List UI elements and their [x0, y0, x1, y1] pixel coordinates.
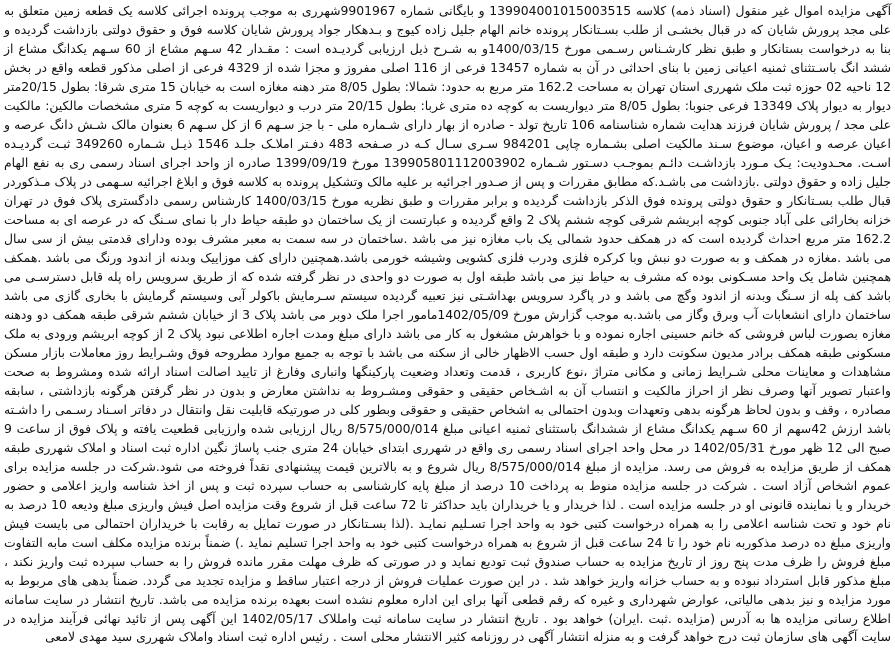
- notice-body: آگهی مزایده اموال غیر منقول (اسناد ذمه) کلاسه 139904001015003515 و بایگانی شماره 9901967شهرری به موجب پرونده اجرائی کلاسه یک قطعه زمین متعلق به علی مجد پرورش شایان که در قبال بخشـی از طلب بسـتانکار پرونده خانم الهام جلیل زاده کیوج و بـدهکار جواد پرورش شایان کلاسه فوق و حقوق دولتی بازداشت گردیده و بنا به درخواست بستانکار و طبق نظر کارشـناس رسـمی مورخ 1400/03/15و به شـرح ذیل ارزیابی گردیـده است : مقـدار 42 سـهم مشاع از 60 سـهم یکدانگ مشاع از ششد انگ باسـتثنای ثمنیه اعیانی زمین با بنای احداثی در آن به شماره 13457 فرعی از 116 اصلی مفروز و مجزا شده از 4329 فرعی از اصلی مذکور قطعه واقع در بخش 12 ناحیه 02 حوزه ثبت ملک شهرری استان تهران به مساحت 162.2 متر مربع به حدود: شمالا: بطول 8/05 متر دهنه مغازه است به خیابان 15 متری شرقا: بطول 20/15متر دیوار به دیوار پلاک 13349 فرعی جنوبا: بطول 8/05 متر دیواریست به کوچه ده متری غربا: بطول 20/15 متر درب و دیواریست به کوچه 5 متری مشخصات مالکین: مالکیت علی مجد / پرورش شایان فرزند هدایت شماره شناسنامه 106 تاریخ تولد - صادره از بهار دارای شـماره ملی - با جز سـهم 6 از کل سـهم 6 بعنوان مالک شـش دانگ عرصه و اعیان عرصه و اعیان، موضوع سـند مالکیت اصلی بشـماره چاپی 984201 سـری سـال کـه در صـفحه 483 دفـتر املاـک جلـد 1546 ذیـل شـماره 349260 ثبـت گردیـده اسـت. محـدودیت: یـک مـورد بازداشـت دائـم بموجـب دسـتور شـماره 139905801112003902 مورخ 1399/09/19 صادره از واحد اجرای اسناد رسمی ری به نفع الهام جلیل زاده و حقوق دولتی .بازداشت می باشـد.که مطابق مقررات و پس از صـدور اجرائیه بر علیه مالک وتشکیل پرونده به کلاسه فوق و ابلاغ اجرائیه سـهمی در پلاک مـذکوردر قبال طلب بسـتانکار و حقوق دولتی پرونده فوق الذکر بازداشت گردیده و برابر مقررات و طبق نظریه مورخ 1400/03/15 کارشناس رسمی دادگستری پلاک فوق در تهران خزانه بخارائی علی آباد جنوبی کوچه ابریشم شرقی کوچه ششم پلاک 2 واقع گردیده و عبارتست از یک ساختمان دو طبقه حیاط دار با نمای سـنگ که در عرصه ای به مساحت 162.2 متر مربع احداث گردیده است که در همکف حدود شمالی یک باب مغازه نیز می باشد .ساختمان در سه سمت به معبر مشرف بوده ودارای قدمتی بیش از سی سال می باشد .مغازه در همکف و به صورت دو نبش وبا کرکره فلزی ودرب فلزی کشویی وشیشه خورمی باشد.همچنین دارای کف موزاییک وبدنه از اندود ورنگ می باشد .همکف همچنین شامل یک واحد مسـکونی بوده که مشرف به حیاط نیز می باشد طبقه اول به صورت دو واحدی در نظر گرفته شده که از طریق سرویس راه پله قابل دسترسـی می باشد کف پله از سـنگ وبدنه از اندود وگچ می باشد و در پاگرد سرویس بهداشـتی نیز تعبیه گردیده سیستم سـرمایش باکولر آبی وسیستم گرمایش با بخاری گازی می باشد ساختمان دارای انشعابات آب وبرق وگاز می باشد.به موجب گزارش مورخ 1402/05/09مامور اجرا ملک دوبر می باشد پلاک 3 از خیابان ششم شرقی طبقه همکف دو ودهنه مغازه بصورت لباس فروشی که خانم حسینی اجاره نموده و با خواهرش مشغول به کار می باشد دارای مبلغ ومدت اجاره اطلاعی نبود پلاک 2 از کوچه ابریشم ورودی به ملک مسکونی طبقه همکف برادر مدیون سکونت دارد و طبقه اول حسب الاظهار خالی از سکنه می باشد با توجه به جمیع موارد مطروحه فوق وشـرایط روز معاملات بازار مسکن مشاهدات و معاینات محلی شـرایط زمانی و مکانی متراژ ،نوع کاربری ، قدمت وتعداد وضعیت پارکینگها وانباری وفارغ از تایید اصالت اسناد ارائه شده ومشروط به صحت واعتبار تصویر آنها وصرف نظر از احراز مالکیت و انتساب آن به اشـخاص حقیقی و حقوقی ومشـروط به نداشتن معارض و بدون در نظر گرفتن هرگونه بازداشتی ، سابقه مصادره ، وقف و بدون لحاظ هرگونه بدهی وتعهدات وبدون احتمالی به اشخاص حقیقی و حقوقی وبطور کلی در صورتیکه قابلیت نقل وانتقال در دفاتر اسـناد رسـمی را داشـته باشد ارزش 42سهم از 60 سـهم یکدانگ مشاع از ششدانگ باستثنای ثمنیه اعیانی مبلغ 8/575/000/014 ریال ارزیابی شده وارزیابی قطعیت یافته و پلاک فوق از ساعت 9 صبح الی 12 ظهر مورخ 1402/05/31 در محل واحد اجرای اسناد رسمی ری واقع در شهرری ابتدای خیابان 24 متری جنب پاساژ نگین اداره ثبت اسناد و املاک شهرری طبقه همکف از طریق مزایده به فروش می رسد. مزایده از مبلغ 8/575/000/014 ریال شروع و به بالاترین قیمت پیشنهادی نقداً فروخته می شود.شرکت در جلسه مزایده برای عموم اشخاص آزاد است . شرکت در جلسه مزایده منوط به پرداخت 10 درصد از مبلغ پایه کارشناسی به حساب سپرده ثبت و پس از اخذ شناسه واریز اعلامی و حضور خریدار و یا نماینده قانونی او در جلسه مزایده است . لذا خریدار و یا خریداران باید حداکثر تا 72 ساعت قبل از شروع وقت مزایده اصل فیش واریزی مبلغ ودیعه 10 درصد به نام خود و تحت شناسه اعلامی را به همراه درخواست کتبی خود به واحد اجرا تسـلیم نمایـد .(لذا بسـتانکار در صورت تمایل به رقابت با خریداران احتمالی می بایست فیش واریزی مبلغ ده درصد مذکوربه نام خود را تا 24 ساعت قبل از شروع به همراه درخواست کتبی خود به واحد اجرا تسلیم نماید .) ضمناً برنده مزایده مکلف است مابه التفاوت مبلغ فروش را ظرف مدت پنج روز از تاریخ مزایده به حساب صندوق ثبت تودیع نماید و در صورتی که ظرف مهلت مقرر مانده فروش را به حساب سپرده ثبت واریز نکند ، مبلغ مذکور قابل استرداد نبوده و به حساب خزانه واریز خواهد شد . در این صورت عملیات فروش از درجه اعتبار ساقط و مزایده تجدید می گردد. ضمناً بدهی های مربوط به مورد مزایده و نیز بدهی مالیاتی، عوارض شهرداری و غیره که رقم قطعی آنها برای این اداره معلوم نشده است بعهده برنده مزایده می باشد. تاریخ انتشار در سایت سامانه اطلاع رسانی مزایده ها به آدرس (مزایده .ثبت .ایران) خواهد بود . تاریخ انتشار در سایت سامانه ثبت وامللاک 1402/05/17 این آگهی پس از تائید نهائی فرآیند مزایده در سایت آگهی های سازمان ثبت درج خواهد گرفت و به منزله انتشار آگهی در روزنامه کثیر الانتشار محلی است . رئیس اداره ثبت اسناد واملاک شهرری سید مهدی لامعی: [4, 3, 892, 645]
